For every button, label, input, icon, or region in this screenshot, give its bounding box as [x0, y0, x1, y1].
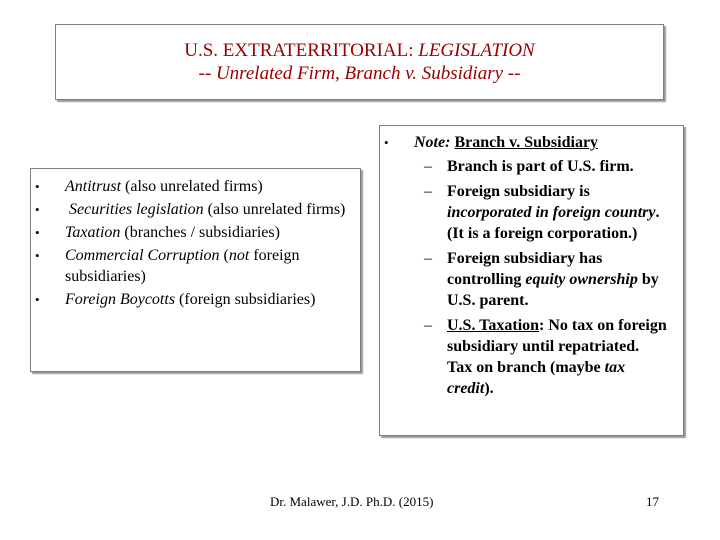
bullet-icon: • [35, 202, 40, 217]
title-line-1 [56, 39, 663, 62]
title-line-2: -- Unrelated Firm, Branch v. Subsidiary -- [198, 63, 521, 84]
bullet-icon: • [35, 292, 40, 307]
sub-item-us-taxation: – U.S. Taxation: No tax on foreign subsidiary until repatriated. Tax on branch (maybe tax credit). [424, 317, 667, 397]
title-legislation: LEGISLATION [418, 40, 535, 61]
list-item-taxation: • Taxation (branches / subsidiaries) [35, 224, 280, 241]
title-box [55, 24, 664, 100]
sub-item-branch: – Branch is part of U.S. firm. [424, 158, 634, 175]
list-item-antitrust: • Antitrust (also unrelated firms) [35, 178, 263, 195]
list-item-securities: • Securities legislation (also unrelated firms) [35, 201, 346, 218]
bullet-icon: • [35, 248, 40, 263]
bullet-icon: • [35, 179, 40, 194]
left-bullet-list [31, 176, 360, 312]
right-note-box [379, 125, 684, 436]
bullet-icon: • [35, 225, 40, 240]
title-prefix: U.S. EXTRATERRITORIAL: [184, 40, 419, 61]
sub-item-equity-ownership: – Foreign subsidiary has controlling equity ownership by U.S. parent. [424, 250, 659, 309]
dash-icon: – [424, 158, 432, 175]
sub-item-foreign-subsidiary-incorporated: – Foreign subsidiary is incorporated in foreign country. (It is a foreign corporation.) [424, 183, 660, 242]
page-number: 17 [646, 494, 659, 509]
bullet-icon: • [384, 135, 389, 150]
footer-author: Dr. Malawer, J.D. Ph.D. (2015) [270, 494, 434, 509]
list-item-foreign-boycotts: • Foreign Boycotts (foreign subsidiaries) [35, 291, 316, 308]
left-list-box [30, 168, 361, 372]
dash-icon: – [424, 183, 432, 200]
dash-icon: – [424, 317, 432, 334]
note-sublist [380, 156, 683, 403]
list-item-commercial-corruption: • Commercial Corruption (not foreign subsidiaries) [35, 247, 300, 285]
note-heading: • Note: Branch v. Subsidiary [384, 134, 599, 151]
dash-icon: – [424, 250, 432, 267]
